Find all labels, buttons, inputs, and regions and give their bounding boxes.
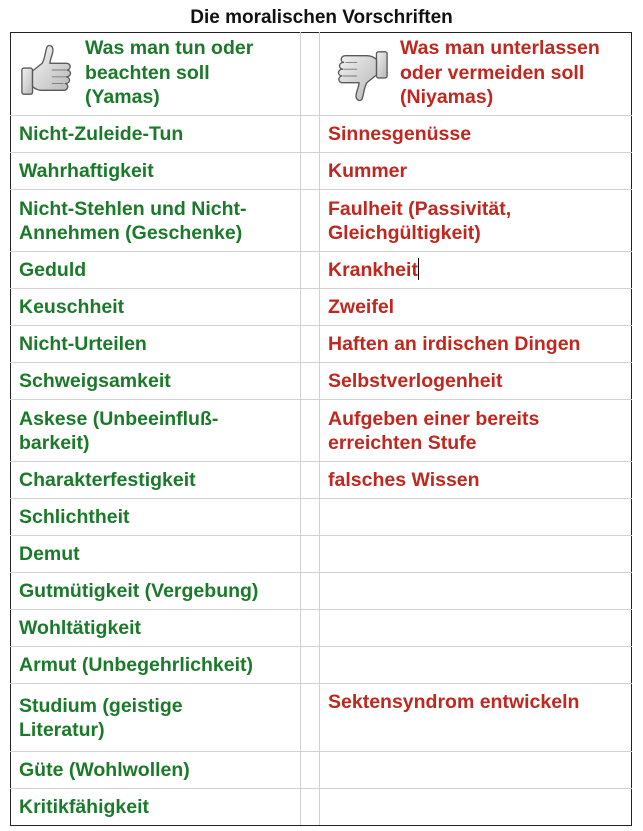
spacer-cell xyxy=(301,610,320,647)
precepts-table xyxy=(10,32,632,826)
niyamas-cell: Kummer xyxy=(320,153,632,190)
spacer-cell xyxy=(301,252,320,289)
niyamas-cell-line2: Gleichgültigkeit) xyxy=(328,221,481,244)
yamas-cell: Schlichtheit xyxy=(11,499,301,536)
spacer-cell xyxy=(301,752,320,789)
header-niyamas-line2: oder vermeiden soll xyxy=(400,61,585,84)
yamas-cell: Nicht-Zuleide-Tun xyxy=(11,116,301,153)
spacer-cell xyxy=(301,647,320,684)
yamas-cell: Kritikfähigkeit xyxy=(11,789,301,826)
niyamas-cell-text: Krankheit xyxy=(328,259,418,281)
table-row xyxy=(11,499,632,536)
header-yamas-line1: Was man tun oder xyxy=(85,37,254,59)
niyamas-cell: Sinnesgenüsse xyxy=(320,116,632,153)
spacer-cell xyxy=(301,289,320,326)
yamas-cell xyxy=(11,400,301,462)
niyamas-cell xyxy=(320,536,632,573)
table-row xyxy=(11,190,632,252)
yamas-cell-line1: Askese (Unbeeinfluß- xyxy=(19,407,219,430)
table-row xyxy=(11,752,632,789)
text-cursor xyxy=(418,258,419,280)
yamas-cell: Nicht-Urteilen xyxy=(11,326,301,363)
yamas-cell: Güte (Wohlwollen) xyxy=(11,752,301,789)
table-row xyxy=(11,573,632,610)
spacer-cell xyxy=(301,33,320,116)
niyamas-cell-line2: erreichten Stufe xyxy=(328,431,477,454)
niyamas-cell: Selbstverlogenheit xyxy=(320,363,632,400)
table-row xyxy=(11,610,632,647)
spacer-cell xyxy=(301,153,320,190)
niyamas-cell-line1: Sektensyndrom entwickeln xyxy=(328,691,580,713)
yamas-cell: Armut (Unbegehrlichkeit) xyxy=(11,647,301,684)
table-row xyxy=(11,326,632,363)
table-row xyxy=(11,684,632,752)
niyamas-cell xyxy=(320,684,632,752)
header-niyamas-line3: (Niyamas) xyxy=(400,86,494,108)
table-row xyxy=(11,153,632,190)
yamas-cell xyxy=(11,684,301,752)
header-niyamas-line1: Was man unterlassen xyxy=(400,37,600,59)
yamas-cell: Keuschheit xyxy=(11,289,301,326)
yamas-cell: Geduld xyxy=(11,252,301,289)
yamas-cell-line1: Studium (geistige xyxy=(19,694,183,717)
niyamas-cell xyxy=(320,752,632,789)
niyamas-cell xyxy=(320,573,632,610)
niyamas-cell xyxy=(320,789,632,826)
niyamas-cell: Haften an irdischen Dingen xyxy=(320,326,632,363)
spacer-cell xyxy=(301,684,320,752)
yamas-cell: Charakterfestigkeit xyxy=(11,462,301,499)
niyamas-cell xyxy=(320,647,632,684)
table-row xyxy=(11,289,632,326)
spacer-cell xyxy=(301,116,320,153)
niyamas-cell xyxy=(320,610,632,647)
table-header-row xyxy=(11,33,632,116)
table-row xyxy=(11,252,632,289)
spacer-cell xyxy=(301,400,320,462)
spacer-cell xyxy=(301,363,320,400)
table-row xyxy=(11,363,632,400)
header-yamas-line3: (Yamas) xyxy=(85,86,160,108)
thumbs-up-icon xyxy=(19,42,77,100)
table-row xyxy=(11,116,632,153)
yamas-cell-line2: Literatur) xyxy=(19,718,105,741)
spacer-cell xyxy=(301,326,320,363)
niyamas-cell xyxy=(320,499,632,536)
header-yamas-line2: beachten soll xyxy=(85,61,210,84)
niyamas-cell xyxy=(320,190,632,252)
table-row xyxy=(11,647,632,684)
spacer-cell xyxy=(301,536,320,573)
yamas-cell-line2: Annehmen (Geschenke) xyxy=(19,221,243,244)
yamas-cell-line1: Nicht-Stehlen und Nicht- xyxy=(19,197,247,220)
table-row xyxy=(11,462,632,499)
spacer-cell xyxy=(301,789,320,826)
table-row xyxy=(11,400,632,462)
page-title: Die moralischen Vorschriften xyxy=(190,7,453,28)
niyamas-cell-line1: Faulheit (Passivität, xyxy=(328,197,512,220)
spacer-cell xyxy=(301,499,320,536)
niyamas-cell xyxy=(320,400,632,462)
yamas-cell: Demut xyxy=(11,536,301,573)
yamas-cell: Wahrhaftigkeit xyxy=(11,153,301,190)
niyamas-cell: falsches Wissen xyxy=(320,462,632,499)
spacer-cell xyxy=(301,190,320,252)
yamas-cell: Gutmütigkeit (Vergebung) xyxy=(11,573,301,610)
header-niyamas-cell xyxy=(320,33,632,116)
yamas-cell: Wohltätigkeit xyxy=(11,610,301,647)
header-yamas-cell xyxy=(11,33,301,116)
spacer-cell xyxy=(301,573,320,610)
spacer-cell xyxy=(301,462,320,499)
table-row xyxy=(11,789,632,826)
thumbs-down-icon xyxy=(332,46,390,104)
yamas-cell: Schweigsamkeit xyxy=(11,363,301,400)
table-row xyxy=(11,536,632,573)
yamas-cell xyxy=(11,190,301,252)
niyamas-cell[interactable] xyxy=(320,252,632,289)
niyamas-cell-line1: Aufgeben einer bereits xyxy=(328,407,540,430)
niyamas-cell: Zweifel xyxy=(320,289,632,326)
yamas-cell-line2: barkeit) xyxy=(19,431,90,454)
